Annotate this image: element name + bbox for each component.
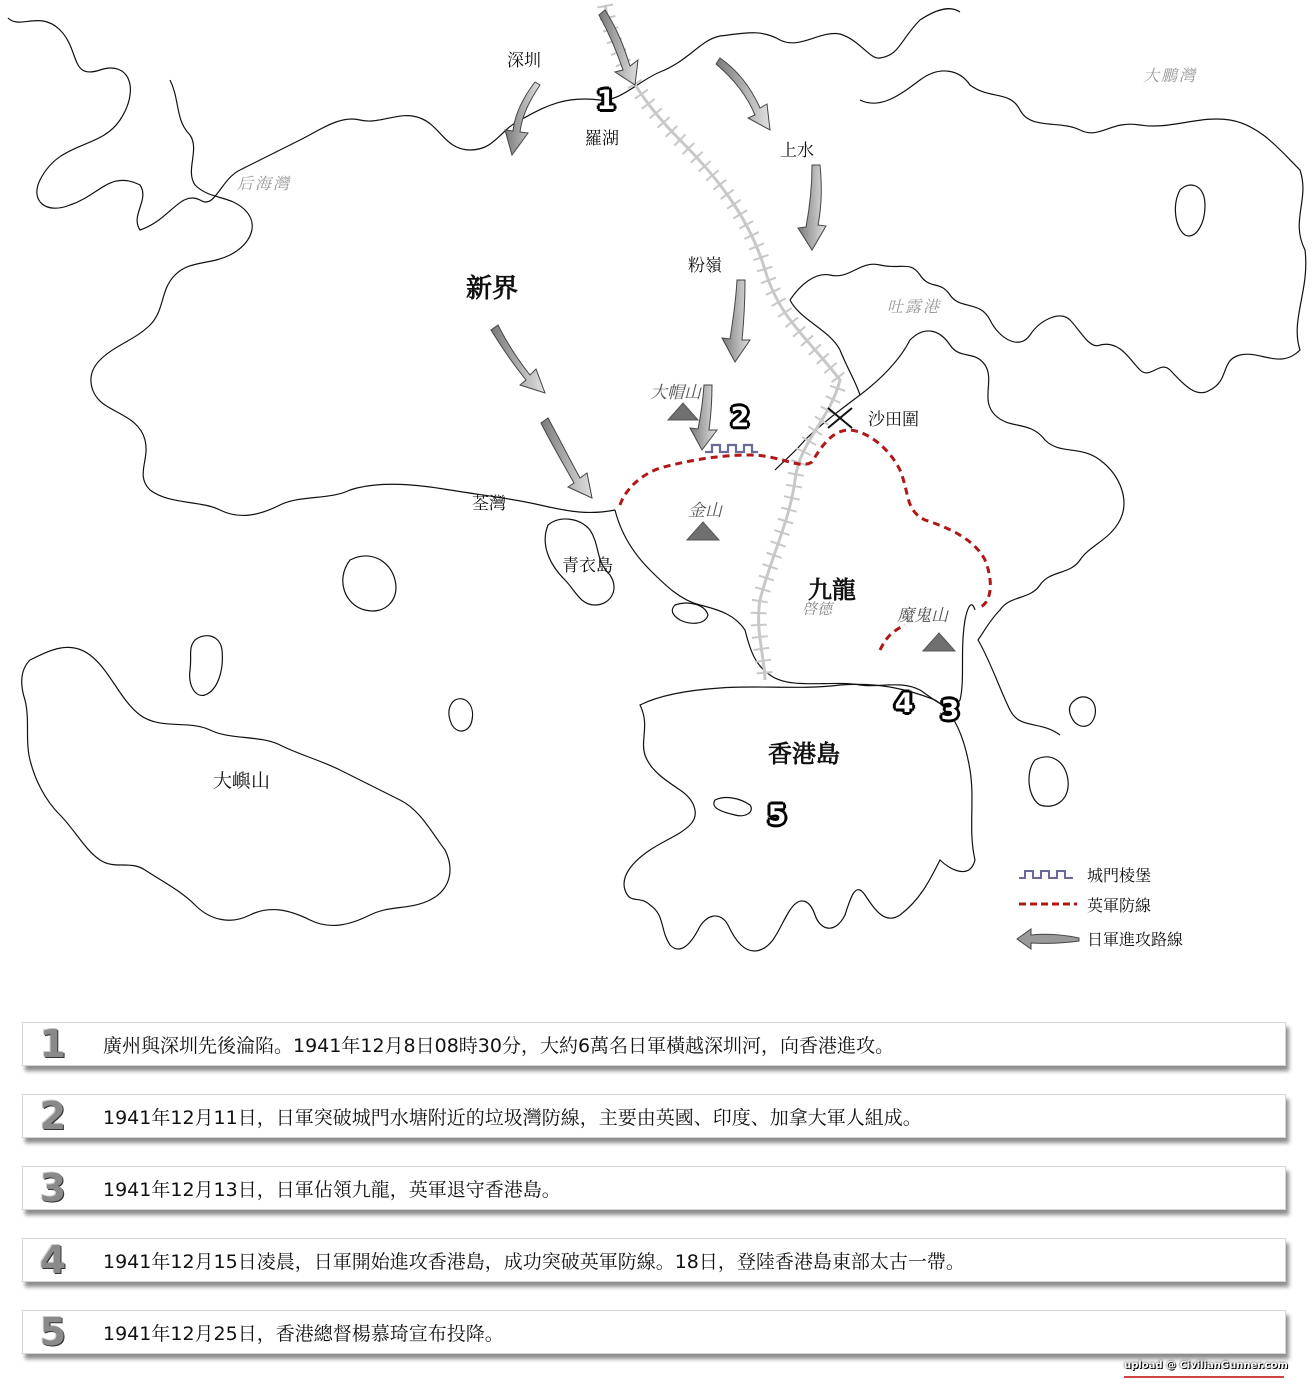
- attack-route-legend-icon: [1015, 926, 1081, 950]
- legend-line: [1015, 892, 1151, 916]
- fort-legend-icon: [1015, 862, 1081, 886]
- label-devilspeak: 魔鬼山: [897, 606, 948, 626]
- island-small-1: [190, 636, 223, 696]
- marker-3: 3: [940, 695, 960, 726]
- watermark: upload @ CivilianGunner.com: [1124, 1360, 1288, 1371]
- event-text: 1941年12月15日凌晨，日軍開始進攻香港島，成功突破英軍防線。18日，登陸香港島東部太古一帶。: [103, 1250, 965, 1273]
- island-small-5: [1069, 697, 1095, 726]
- label-shenzhen: 深圳: [507, 51, 541, 71]
- event-row: [22, 1022, 1286, 1066]
- legend-line-label: 英軍防線: [1087, 895, 1152, 915]
- label-hkisland: 香港島: [768, 740, 840, 768]
- legend-route-label: 日軍進攻路線: [1087, 929, 1184, 949]
- label-kowloon: 九龍: [808, 576, 856, 604]
- event-text: 1941年12月11日，日軍突破城門水塘附近的垃圾灣防線，主要由英國、印度、加拿大軍人組成。: [103, 1106, 922, 1129]
- event-row: [22, 1310, 1286, 1354]
- british-defence-line-2: [880, 625, 905, 650]
- legend-route: [1015, 926, 1183, 950]
- arrow-nt-icon: [491, 325, 545, 393]
- marker-5: 5: [767, 800, 787, 831]
- arrow-sheungshui-icon: [716, 58, 770, 130]
- label-mirsbay: 大鵬灣: [1143, 66, 1198, 85]
- event-number: 4: [39, 1238, 67, 1282]
- arrow-lowu-icon: [599, 10, 638, 85]
- peak-taimoshan-icon: [668, 403, 698, 420]
- label-tsuenwan: 荃灣: [472, 494, 506, 514]
- british-defence-line: [620, 430, 990, 608]
- label-lantau: 大嶼山: [213, 770, 271, 792]
- peak-devilspeak-icon: [923, 633, 955, 651]
- island-small-7: [714, 798, 751, 816]
- island-small-3: [1175, 185, 1205, 236]
- coast-west: [91, 80, 615, 515]
- arrow-tsuenwan-icon: [541, 418, 592, 498]
- label-lowu: 羅湖: [585, 129, 619, 149]
- marker-2: 2: [730, 402, 750, 433]
- arrow-fanling-icon: [722, 280, 750, 362]
- island-small-2: [449, 699, 473, 731]
- legend-fort: [1015, 862, 1151, 886]
- marker-1: 1: [596, 85, 616, 116]
- label-tolo: 吐露港: [887, 297, 942, 316]
- event-number: 5: [39, 1310, 67, 1354]
- label-goldenhill: 金山: [688, 501, 722, 521]
- event-text: 1941年12月13日，日軍佔領九龍，英軍退守香港島。: [103, 1178, 561, 1201]
- legend-fort-label: 城門棱堡: [1087, 865, 1152, 885]
- label-tsingyi: 青衣島: [562, 556, 613, 576]
- event-text: 1941年12月25日，香港總督楊慕琦宣布投降。: [103, 1322, 504, 1345]
- label-fanling: 粉嶺: [688, 256, 722, 276]
- island-hk: [624, 684, 975, 951]
- event-row: [22, 1094, 1286, 1138]
- coastlines: [8, 9, 1306, 951]
- attack-arrows: [491, 10, 826, 498]
- label-sheungshui: 上水: [780, 141, 814, 161]
- label-deepbay: 后海灣: [237, 174, 292, 193]
- watermark-underline: [1124, 1376, 1284, 1378]
- event-number: 1: [39, 1022, 67, 1066]
- railway: [605, 5, 840, 680]
- island-small-4: [1029, 757, 1068, 806]
- label-kaitak: 啓德: [802, 600, 833, 618]
- event-text: 廣州與深圳先後淪陷。1941年12月8日08時30分，大約6萬名日軍橫越深圳河，向香港進攻。: [103, 1034, 895, 1057]
- event-row: [22, 1238, 1286, 1282]
- coast-saikung: [860, 331, 1124, 735]
- label-shatinwai: 沙田圍: [868, 410, 919, 430]
- peak-goldenhill-icon: [687, 522, 719, 540]
- defence-line-legend-icon: [1015, 892, 1081, 916]
- event-row: [22, 1166, 1286, 1210]
- arrow-sheungshui2-icon: [798, 165, 826, 250]
- event-number: 2: [39, 1094, 67, 1138]
- coast-east: [790, 71, 1306, 393]
- fort-symbol: [705, 445, 758, 452]
- event-number: 3: [39, 1166, 67, 1210]
- marker-4: 4: [894, 688, 914, 719]
- label-taimoshan: 大帽山: [650, 383, 701, 403]
- island-small-6: [343, 556, 396, 611]
- label-newterritories: 新界: [466, 274, 519, 304]
- arrow-shenzhen-icon: [505, 82, 540, 155]
